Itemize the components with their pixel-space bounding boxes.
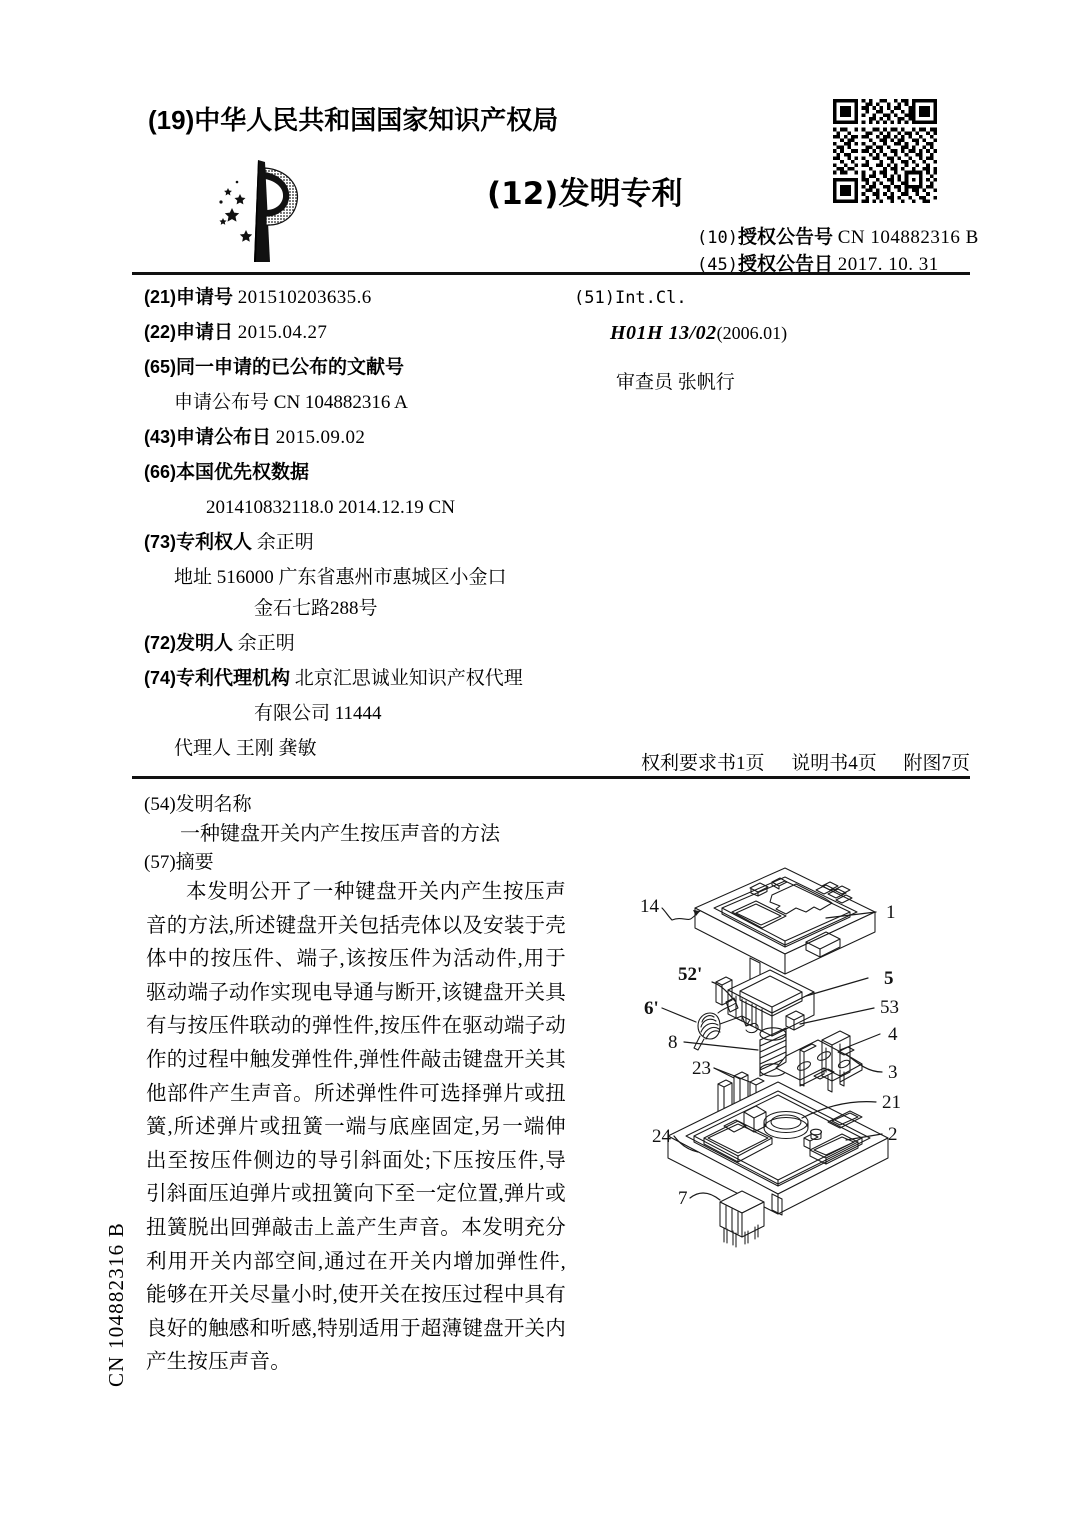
field-tag: (66): [144, 462, 177, 482]
field-value: 北京汇思诚业知识产权代理: [294, 668, 523, 689]
office-tag: (19): [148, 105, 195, 135]
publication-number-label: 授权公告号: [737, 226, 833, 248]
callout-52p: 52': [678, 964, 703, 985]
field-tag: (43): [144, 427, 177, 447]
publication-date-tag: (45): [697, 255, 738, 275]
bibliographic-left-column: [144, 282, 574, 764]
kind-tag: (12): [487, 176, 559, 212]
claims-page-count: 权利要求书1页: [640, 753, 765, 774]
field-label: 申请公布日: [176, 426, 272, 448]
document-kind-heading: [487, 168, 682, 213]
field-label: 专利权人: [176, 531, 253, 553]
callout-4: 4: [888, 1024, 898, 1045]
publication-number-tag: (10): [697, 228, 738, 248]
issuing-office-heading: [148, 100, 558, 137]
field-value: 余正明: [237, 633, 295, 654]
bibliographic-right-column: [574, 282, 974, 398]
publication-date-label: 授权公告日: [737, 253, 833, 275]
field-label: 摘要: [175, 852, 214, 873]
field-tag: (21): [144, 287, 177, 307]
callout-14: 14: [640, 896, 659, 917]
inventor-field: [144, 628, 574, 659]
field-tag: (54): [144, 794, 176, 815]
callout-24: 24: [652, 1126, 671, 1147]
page-title: 一种键盘开关内产生按压声音的方法: [180, 823, 500, 845]
exploded-assembly-drawing: [600, 850, 970, 1250]
abstract-divider-rule: [132, 776, 970, 779]
field-label: 代理人: [174, 738, 232, 759]
sipo-emblem-icon: [196, 158, 318, 264]
callout-5: 5: [884, 968, 894, 989]
side-publication-identifier: CN 104882316 B: [104, 1222, 128, 1387]
field-tag: (22): [144, 322, 177, 342]
callout-6p: 6': [644, 998, 659, 1019]
page-count-summary: [132, 748, 988, 775]
application-publication-number-field: [144, 387, 574, 418]
abstract-text: 本发明公开了一种键盘开关内产生按压声音的方法,所述键盘开关包括壳体以及安装于壳体中的按压件、端子,该按压件为活动件,用于驱动端子动作实现电导通与断开,该键盘开关具有与按压件联动的弹性件,按压件在驱动端子动作的过程中触发弹性件,弹性件敲击键盘开关其他部件产生声音。所述弹性件可选择弹片或扭簧,所述弹片或扭簧一端与底座固定,另一端伸出至按压件侧边的导引斜面处;下压按压件,导引斜面压迫弹片或扭簧向下至一定位置,弹片或扭簧脱出回弹敲击上盖产生声音。本发明充分利用开关内部空间,通过在开关内增加弹性件,能够在开关尽量小时,使开关在按压过程中具有良好的触感和听感,特别适用于超薄键盘开关内产生按压声音。: [146, 881, 566, 1374]
office-name: 中华人民共和国国家知识产权局: [194, 106, 559, 136]
patent-agency-line2: [144, 698, 574, 729]
callout-7: 7: [678, 1188, 688, 1209]
field-label: 发明名称: [175, 794, 252, 815]
prior-publication-field: [144, 352, 574, 383]
callout-1: 1: [886, 902, 896, 923]
qr-code-icon: [833, 99, 937, 203]
application-number-field: [144, 282, 574, 313]
field-value: 201410832118.0 2014.12.19 CN: [206, 497, 455, 518]
field-value: 余正明: [256, 532, 314, 553]
field-value: CN 104882316 A: [273, 392, 408, 413]
patent-agency-field: [144, 663, 574, 694]
examiner-field: [574, 367, 974, 398]
drawings-page-count: 附图7页: [903, 753, 970, 774]
patentee-address-field: [144, 562, 574, 593]
field-tag: (74): [144, 668, 177, 688]
field-label: 专利代理机构: [176, 667, 291, 689]
abstract-section-heading: [144, 848, 574, 877]
field-tag: (65): [144, 357, 177, 377]
invention-title-section: [144, 790, 574, 849]
field-label: Int.Cl.: [614, 288, 687, 308]
field-label: 审查员: [616, 372, 674, 393]
field-tag: (72): [144, 633, 177, 653]
field-label: 发明人: [176, 632, 234, 654]
field-label: 申请号: [176, 286, 234, 308]
int-cl-field: [574, 282, 974, 314]
field-tag: (73): [144, 532, 177, 552]
callout-3: 3: [888, 1062, 898, 1083]
publication-number-value: CN 104882316 B: [837, 227, 979, 248]
patentee-field: [144, 527, 574, 558]
field-value: 201510203635.6: [237, 287, 372, 308]
callout-8: 8: [668, 1032, 678, 1053]
domestic-priority-field: [144, 457, 574, 488]
application-publication-date-field: [144, 422, 574, 453]
description-page-count: 说明书4页: [791, 753, 877, 774]
field-value: 516000 广东省惠州市惠城区小金口: [216, 567, 507, 588]
kind-name: 发明专利: [558, 176, 683, 212]
field-value: 张帆行: [677, 372, 735, 393]
ipc-classification: [574, 318, 974, 349]
domestic-priority-value: [144, 492, 574, 523]
callout-2: 2: [888, 1124, 898, 1145]
field-value: 有限公司 11444: [254, 703, 382, 724]
title-section-heading: [144, 790, 574, 819]
callout-23: 23: [692, 1058, 711, 1079]
field-value: 金石七路288号: [254, 598, 378, 619]
field-tag: (51): [574, 288, 615, 308]
patentee-address-line2: [144, 593, 574, 624]
field-label: 同一申请的已公布的文献号: [176, 356, 405, 378]
field-label: 申请公布号: [174, 392, 270, 413]
field-value: 王刚 龚敏: [235, 738, 317, 759]
field-value: 2015.09.02: [275, 427, 366, 448]
field-label: 地址: [174, 567, 213, 588]
field-label: 申请日: [176, 321, 234, 343]
application-date-field: [144, 317, 574, 348]
callout-53: 53: [880, 997, 899, 1018]
ipc-version: (2006.01): [716, 323, 788, 343]
field-value: 2015.04.27: [237, 322, 328, 343]
callout-21: 21: [882, 1092, 901, 1113]
header-divider-rule: [132, 272, 970, 275]
field-tag: (57): [144, 852, 176, 873]
field-label: 本国优先权数据: [176, 461, 310, 483]
publication-number-line: [697, 222, 979, 249]
publication-date-value: 2017. 10. 31: [837, 254, 939, 275]
ipc-code: H01H 13/02: [610, 322, 717, 344]
